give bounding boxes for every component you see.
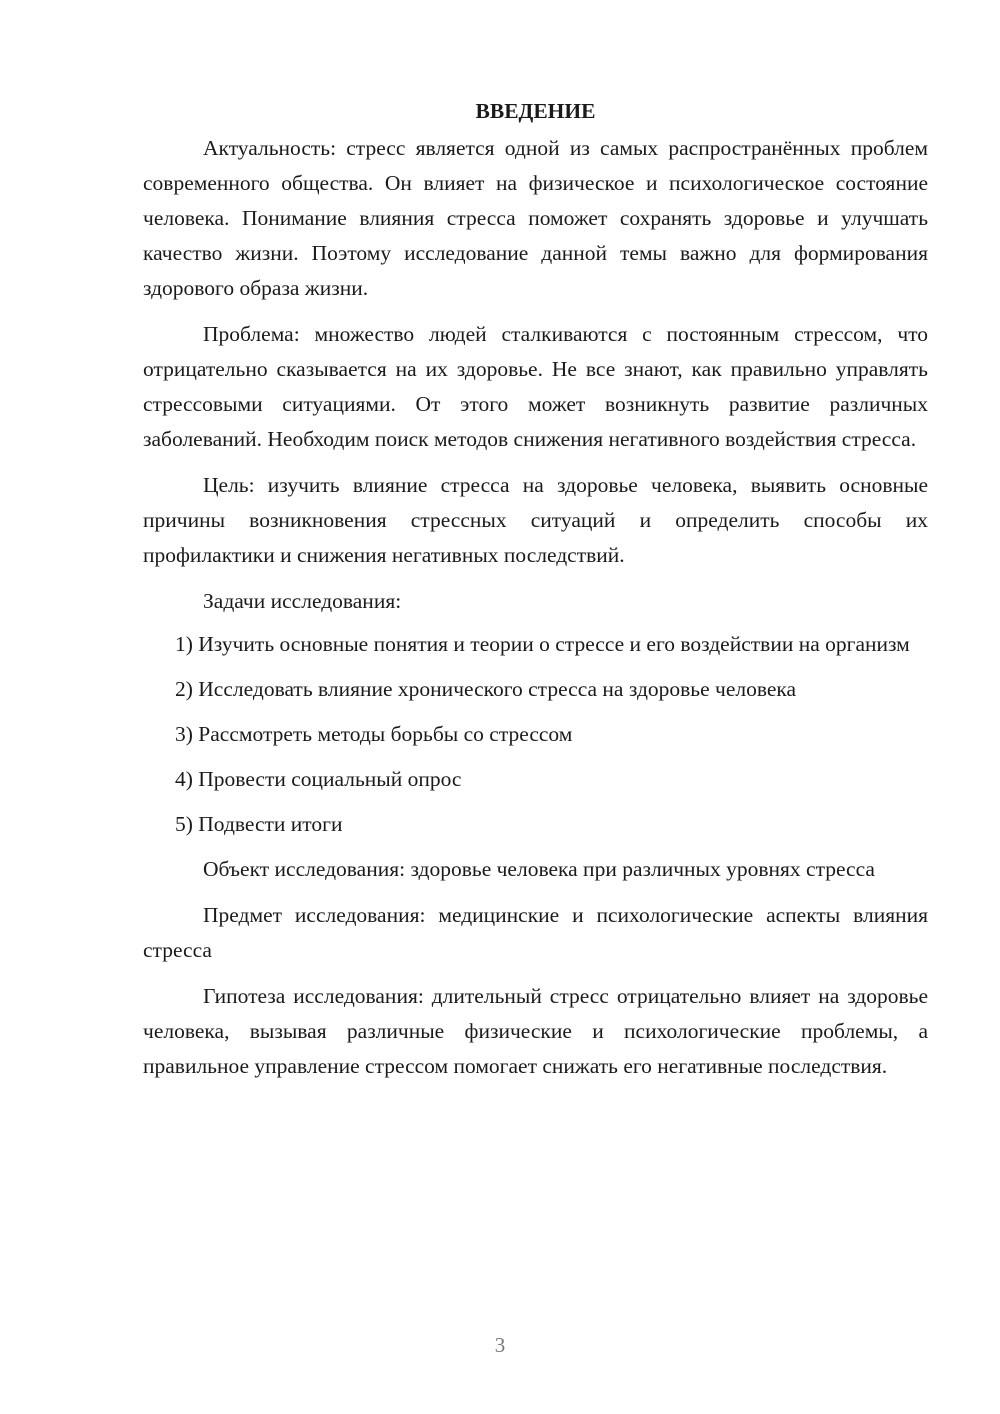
document-page <box>143 93 928 1095</box>
task-item: 1) Изучить основные понятия и теории о стрессе и его воздействии на организм <box>175 632 910 656</box>
paragraph-goal: Цель: изучить влияние стресса на здоровье человека, выявить основные причины возникновения стрессных ситуаций и определить способы их профилактики и снижения негативных последствий. <box>143 473 928 567</box>
paragraph-problem: Проблема: множество людей сталкиваются с постоянным стрессом, что отрицательно сказывается на их здоровье. Не все знают, как правильно управлять стрессовыми ситуациями. От этого может возникнуть развитие различных заболеваний. Необходим поиск методов снижения негативного воздействия стресса. <box>143 322 928 451</box>
paragraph-subject: Предмет исследования: медицинские и психологические аспекты влияния стресса <box>143 903 928 962</box>
task-item: 4) Провести социальный опрос <box>175 767 462 791</box>
paragraph-relevance: Актуальность: стресс является одной из самых распространённых проблем современного общества. Он влияет на физическое и психологическое состояние человека. Понимание влияния стресса поможет сохранять здоровье и улучшать качество жизни. Поэтому исследование данной темы важно для формирования здорового образа жизни. <box>143 136 928 300</box>
paragraph-object: Объект исследования: здоровье человека при различных уровнях стресса <box>203 857 875 881</box>
paragraph-hypothesis: Гипотеза исследования: длительный стресс отрицательно влияет на здоровье человека, вызывая различные физические и психологические проблемы, а правильное управление стрессом помогает снижать его негативные последствия. <box>143 984 928 1078</box>
task-item: 5) Подвести итоги <box>175 812 343 836</box>
task-item: 3) Рассмотреть методы борьбы со стрессом <box>175 722 573 746</box>
tasks-label: Задачи исследования: <box>203 589 402 613</box>
page-number: 3 <box>494 1333 506 1357</box>
section-title: ВВЕДЕНИЕ <box>475 99 596 123</box>
task-item: 2) Исследовать влияние хронического стресса на здоровье человека <box>175 677 797 701</box>
